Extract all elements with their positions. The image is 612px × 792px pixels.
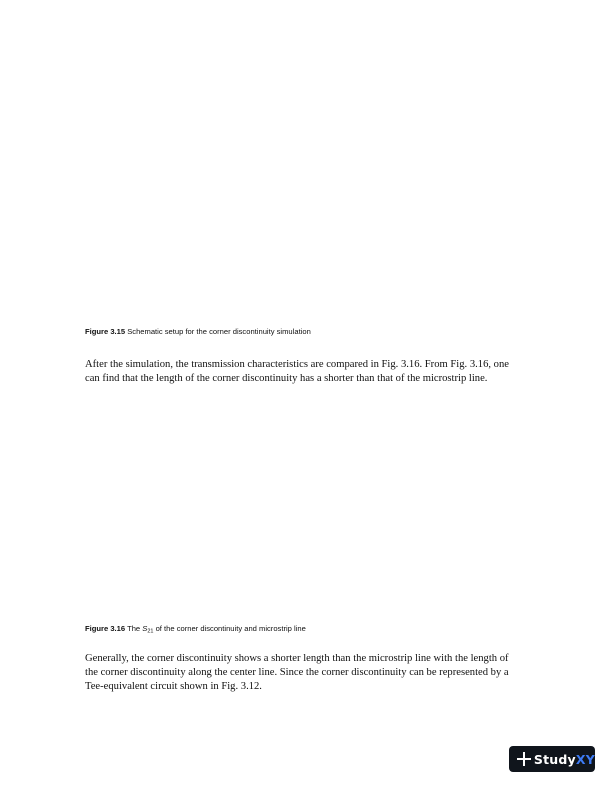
plus-icon bbox=[517, 752, 528, 766]
studyxy-watermark-logo bbox=[509, 746, 595, 772]
figure-3-16-caption bbox=[85, 624, 306, 637]
figure-3-15-text: Schematic setup for the corner discontinuity simulation bbox=[125, 327, 311, 336]
figure-3-16-subscript: 21 bbox=[147, 628, 154, 635]
paragraph-1-line-2: can find that the length of the corner discontinuity has a shorter than that of the microstrip line. bbox=[85, 373, 488, 384]
paragraph-1-line-1: After the simulation, the transmission characteristics are compared in Fig. 3.16. From Fig. 3.16, one bbox=[85, 359, 509, 370]
paragraph-1 bbox=[85, 358, 530, 386]
figure-3-16-symbol: S bbox=[142, 624, 148, 633]
figure-3-16-text-after: of the corner discontinuity and microstrip line bbox=[153, 624, 306, 633]
logo-brand-xy: XY bbox=[575, 751, 595, 767]
figure-3-15-label: Figure 3.15 bbox=[85, 327, 126, 336]
paragraph-2-line-1: Generally, the corner discontinuity shows a shorter length than the microstrip line with the length of bbox=[85, 653, 509, 664]
paragraph-2-line-2: the corner discontinuity along the center line. Since the corner discontinuity can be represented by a bbox=[85, 667, 509, 678]
figure-3-16-text-before: The bbox=[125, 624, 143, 633]
paragraph-2-line-3: Tee-equivalent circuit shown in Fig. 3.12. bbox=[85, 681, 262, 692]
logo-brand-study: Study bbox=[533, 751, 576, 767]
figure-3-15-caption bbox=[85, 327, 311, 337]
paragraph-2 bbox=[85, 652, 530, 694]
figure-3-16-label: Figure 3.16 bbox=[85, 624, 126, 633]
